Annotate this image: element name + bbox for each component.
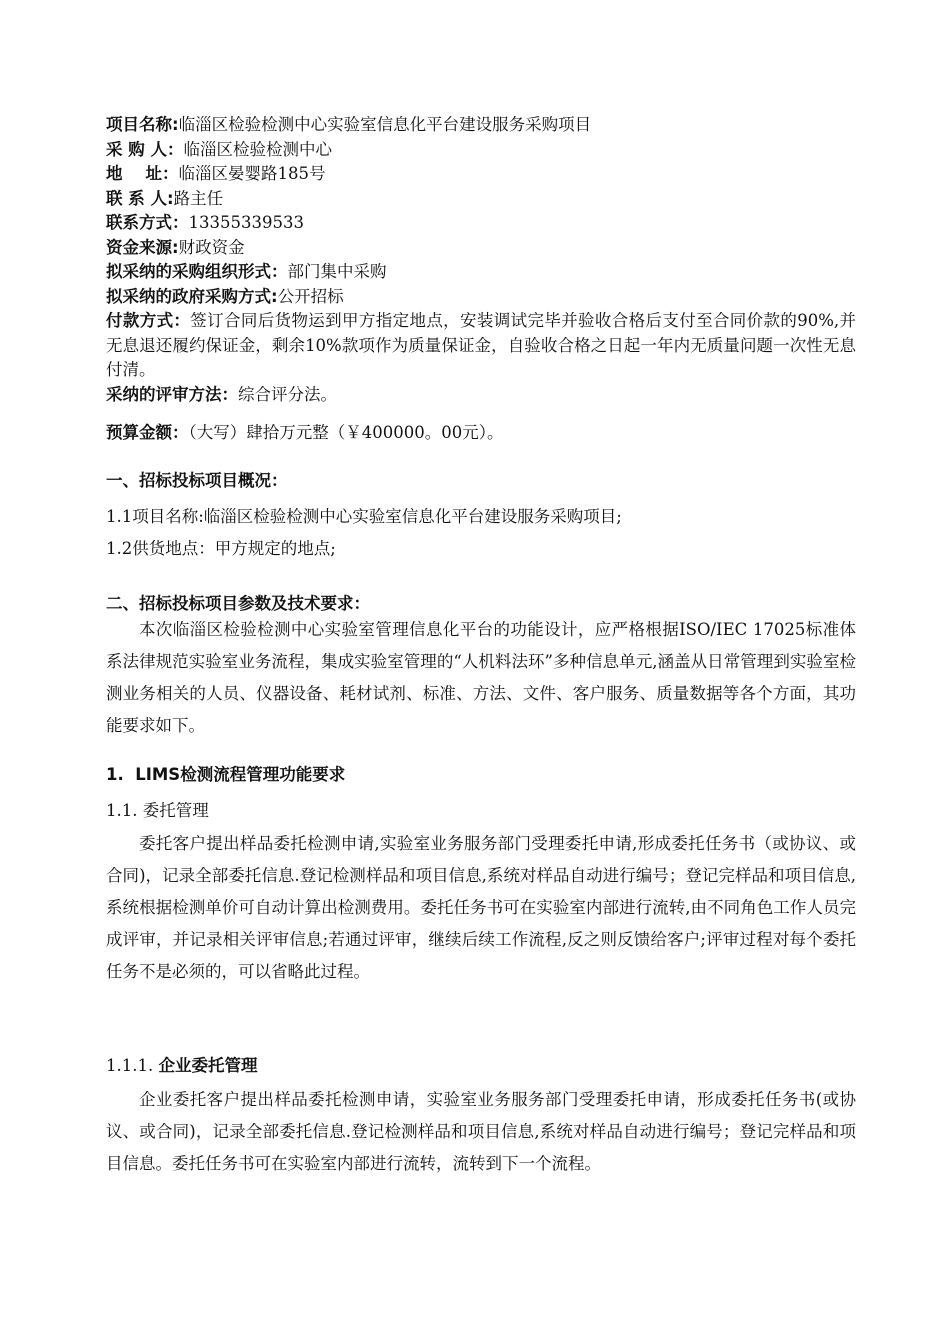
org-form-label: 拟采纳的采购组织形式： bbox=[106, 262, 288, 281]
entrust-heading-title: 委托管理 bbox=[142, 801, 209, 820]
section-1 bbox=[106, 469, 856, 493]
contact-label: 联 系 人: bbox=[106, 188, 174, 208]
phone-label: 联系方式： bbox=[106, 213, 189, 232]
payment-paragraph bbox=[106, 309, 856, 383]
project-name-value: 临淄区检验检测中心实验室信息化平台建设服务采购项目 bbox=[178, 115, 592, 134]
address-value: 临淄区晏婴路185号 bbox=[178, 164, 326, 183]
evaluation-line bbox=[106, 383, 856, 408]
budget-value: （大写）肆拾万元整（￥400000。00元）。 bbox=[188, 423, 504, 442]
section-1-item-1-block bbox=[106, 505, 856, 529]
funding-label: 资金来源: bbox=[106, 237, 179, 257]
entrust-heading-number: 1.1. bbox=[106, 801, 138, 820]
section-1-heading: 一、招标投标项目概况： bbox=[106, 471, 288, 490]
budget-label: 预算金额： bbox=[106, 423, 189, 442]
section-1-item-1: 1.1项目名称:临淄区检验检测中心实验室信息化平台建设服务采购项目; bbox=[106, 507, 622, 526]
project-name-line bbox=[106, 113, 856, 138]
section-2-heading: 二、招标投标项目参数及技术要求： bbox=[106, 594, 370, 613]
contact-value: 路主任 bbox=[173, 188, 224, 208]
enterprise-entrust-paragraph: 企业委托客户提出样品委托检测申请，实验室业务服务部门受理委托申请，形成委托任务书(或协议、或合同)，记录全部委托信息.登记检测样品和项目信息,系统对样品自动进行编号；登记完样品和项目信息。委托任务书可在实验室内部进行流转，流转到下一个流程。 bbox=[106, 1090, 856, 1173]
enterprise-entrust-paragraph-block bbox=[106, 1084, 856, 1180]
purchaser-label: 采 购 人： bbox=[106, 139, 184, 159]
project-info-block bbox=[106, 113, 856, 407]
entrust-paragraph-block bbox=[106, 828, 856, 988]
proc-method-line bbox=[106, 285, 856, 310]
section-1-item-2: 1.2供货地点：甲方规定的地点; bbox=[106, 539, 336, 558]
phone-value: 13355339533 bbox=[188, 213, 304, 232]
budget-line bbox=[106, 421, 856, 446]
proc-method-label: 拟采纳的政府采购方式: bbox=[106, 286, 278, 306]
entrust-heading bbox=[106, 799, 856, 823]
purchaser-value: 临淄区检验检测中心 bbox=[183, 139, 332, 159]
section-2-intro: 本次临淄区检验检测中心实验室管理信息化平台的功能设计，应严格根据ISO/IEC 17025标准体系法律规范实验室业务流程，集成实验室管理的“人机料法环”多种信息单元,涵盖从日常管理到实验室检测业务相关的人员、仪器设备、耗材试剂、标准、方法、文件、客户服务、质量数据等各个方面，其功能要求如下。 bbox=[106, 620, 856, 735]
lims-heading-block bbox=[106, 763, 856, 787]
payment-value: 签订合同后货物运到甲方指定地点，安装调试完毕并验收合格后支付至合同价款的90%,并无息退还履约保证金，剩余10%款项作为质量保证金，自验收合格之日起一年内无质量问题一次性无息付清。 bbox=[106, 311, 856, 379]
address-label: 地 址： bbox=[106, 164, 179, 183]
phone-line bbox=[106, 211, 856, 236]
payment-label: 付款方式： bbox=[106, 311, 191, 330]
evaluation-label: 采纳的评审方法： bbox=[106, 384, 238, 404]
budget-line-block bbox=[106, 421, 856, 446]
enterprise-entrust-heading bbox=[106, 1054, 856, 1078]
section-1-item-2-block bbox=[106, 537, 856, 561]
contact-line bbox=[106, 187, 856, 212]
entrust-paragraph: 委托客户提出样品委托检测申请,实验室业务服务部门受理委托申请,形成委托任务书（或协议、或合同)，记录全部委托信息.登记检测样品和项目信息,系统对样品自动进行编号；登记完样品和项目信息,系统根据检测单价可自动计算出检测费用。委托任务书可在实验室内部进行流转,由不同角色工作人员完成评审，并记录相关评审信息;若通过评审，继续后续工作流程,反之则反馈给客户;评审过程对每个委托任务不是必须的，可以省略此过程。 bbox=[106, 834, 856, 981]
entrust-heading-block bbox=[106, 799, 856, 823]
section-2-intro-block bbox=[106, 614, 856, 742]
evaluation-value: 综合评分法。 bbox=[238, 384, 337, 404]
funding-value: 财政资金 bbox=[178, 237, 245, 257]
purchaser-line bbox=[106, 138, 856, 163]
lims-heading: 1. LIMS检测流程管理功能要求 bbox=[106, 765, 346, 784]
project-name-label: 项目名称: bbox=[106, 115, 179, 134]
address-line bbox=[106, 162, 856, 187]
org-form-value: 部门集中采购 bbox=[287, 262, 387, 281]
enterprise-entrust-heading-title: 企业委托管理 bbox=[158, 1056, 258, 1075]
enterprise-entrust-heading-number: 1.1.1. bbox=[106, 1056, 154, 1075]
proc-method-value: 公开招标 bbox=[277, 286, 344, 306]
org-form-line bbox=[106, 260, 856, 285]
section-2 bbox=[106, 592, 856, 616]
funding-line bbox=[106, 236, 856, 261]
enterprise-entrust-heading-block bbox=[106, 1054, 856, 1078]
